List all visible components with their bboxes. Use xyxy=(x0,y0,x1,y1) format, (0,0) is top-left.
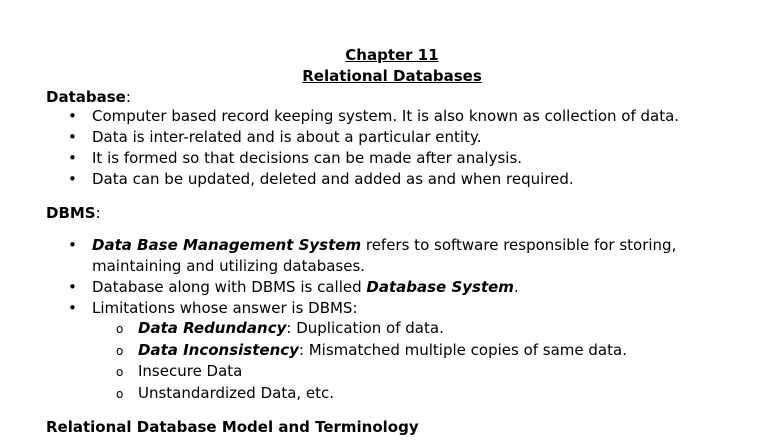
list-item-text: refers to software responsible for storing, xyxy=(361,236,677,254)
sub-item-text: Unstandardized Data, etc. xyxy=(138,383,335,402)
list-item xyxy=(0,169,679,190)
sub-item-term: Data Redundancy xyxy=(138,319,287,337)
sub-item-term: Data Inconsistency xyxy=(138,340,299,359)
bullet-icon: • xyxy=(68,299,77,317)
list-item-text: Limitations whose answer is DBMS: xyxy=(92,299,358,317)
list-item xyxy=(0,235,676,277)
list-item-text-line2: maintaining and utilizing databases. xyxy=(92,257,366,275)
circle-bullet-icon: o xyxy=(116,386,124,401)
list-item-punct: . xyxy=(513,278,519,296)
section-heading xyxy=(46,417,419,437)
sub-item-text: : Mismatched multiple copies of same data. xyxy=(298,340,627,359)
database-system-term: Database System xyxy=(366,278,514,296)
sub-list-item xyxy=(0,361,627,383)
section-heading-label: Relational Database Model and Terminology xyxy=(46,418,419,436)
list-item-text: Data can be updated, deleted and added as and when required. xyxy=(92,170,574,188)
bullet-icon: • xyxy=(68,107,77,125)
sub-list-item xyxy=(0,318,627,340)
list-item xyxy=(0,298,676,319)
list-item xyxy=(0,127,679,148)
list-item-text: Data is inter-related and is about a particular entity. xyxy=(92,128,482,146)
bullet-icon: • xyxy=(68,278,77,296)
sub-item-text: : Duplication of data. xyxy=(286,319,444,337)
database-bullet-list xyxy=(0,106,679,190)
list-item-text: It is formed so that decisions can be made after analysis. xyxy=(92,149,523,167)
sub-list-item xyxy=(0,383,627,405)
limitations-sub-list xyxy=(0,318,627,404)
list-item-text: Computer based record keeping system. It is also known as collection of data. xyxy=(92,107,680,125)
sub-item-text: Insecure Data xyxy=(138,362,243,380)
circle-bullet-icon: o xyxy=(116,322,124,336)
database-heading-label: Database xyxy=(46,88,126,106)
bullet-icon: • xyxy=(68,128,77,146)
chapter-number: Chapter 11 xyxy=(345,46,439,64)
bullet-icon: • xyxy=(68,170,77,188)
list-item xyxy=(0,106,679,127)
sub-list-item xyxy=(0,340,627,362)
dbms-bullet-list xyxy=(0,235,676,319)
circle-bullet-icon: o xyxy=(116,343,124,358)
database-heading xyxy=(46,87,131,107)
list-item-text: Database along with DBMS is called xyxy=(92,278,367,296)
database-heading-colon: : xyxy=(125,88,131,106)
dbms-heading-colon: : xyxy=(95,204,101,222)
chapter-title: Relational Databases xyxy=(302,67,482,85)
circle-bullet-icon: o xyxy=(116,365,124,379)
list-item xyxy=(0,148,679,169)
dbms-heading-label: DBMS xyxy=(46,204,96,222)
bullet-icon: • xyxy=(68,236,77,254)
list-item xyxy=(0,277,676,298)
dbms-term: Data Base Management System xyxy=(92,236,362,254)
dbms-heading xyxy=(46,203,101,223)
bullet-icon: • xyxy=(68,149,77,167)
